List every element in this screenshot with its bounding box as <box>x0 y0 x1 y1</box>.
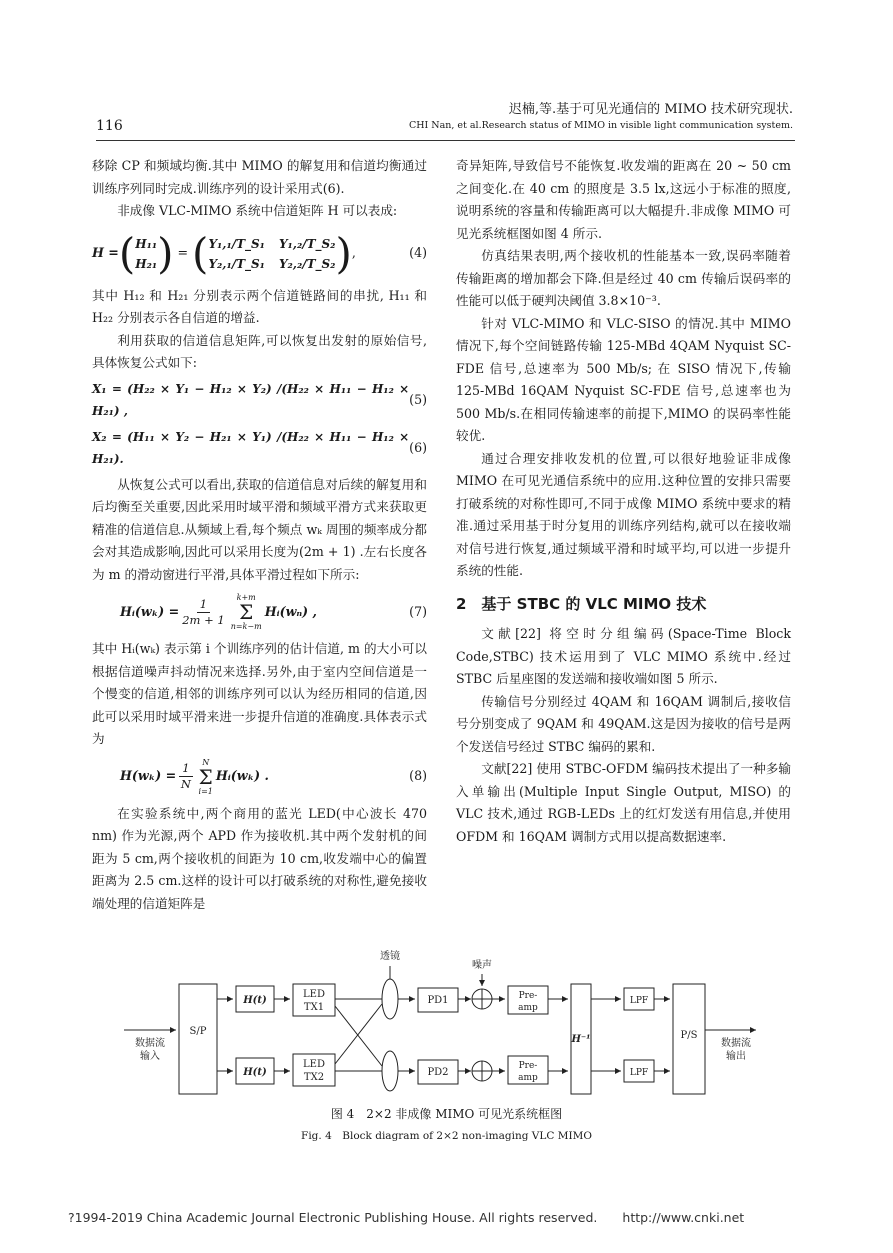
eq4-y11: Y₁,₁/T_S₁ <box>208 236 265 251</box>
label-led1-b: TX1 <box>303 1002 325 1013</box>
paragraph: 通过合理安排收发机的位置,可以很好地验证非成像 MIMO 在可见光通信系统中的应用.这种位置的安排只需要打破系统的对称性即可,不同于成像 MIMO 系统中要求的精准.通过采用基于时分复用的训练序列结构,就可以在接收端对信号进行恢复,通过频域平滑和时域平均,可以进一步提升系统的性能. <box>456 450 791 578</box>
paragraph: 仿真结果表明,两个接收机的性能基本一致,误码率随着传输距离的增加都会下降.但是经过 40 cm 传输后误码率的性能可以低于硬判决阈值 3.8×10⁻³. <box>456 248 791 308</box>
paragraph: 从恢复公式可以看出,获取的信道信息对后续的解复用和后均衡至关重要,因此采用时域平滑和频域平滑方式来获取更精准的信道信息.从频域上看,每个频点 wₖ 周围的频率成分都会对其造成影响,因此可以采用长度为(2m + 1) .左右长度各为 m 的滑动窗进行平滑,具体平滑过程如下所示: <box>92 476 427 582</box>
label-output-2: 输出 <box>726 1051 746 1062</box>
running-title-en: CHI Nan, et al.Research status of MIMO in visible light communication system. <box>408 120 793 131</box>
label-pd2: PD2 <box>427 1067 449 1078</box>
equation-5 <box>92 378 427 423</box>
eq7-sum-bottom: n=k−m <box>230 622 262 631</box>
label-output-1: 数据流 <box>721 1038 751 1049</box>
eq4-number: (4) <box>409 245 427 261</box>
paragraph: 针对 VLC-MIMO 和 VLC-SISO 的情况.其中 MIMO 情况下,每个空间链路传输 125-MBd 4QAM Nyquist SC-FDE 信号,总速率为 500 Mb/s; 在 SISO 情况下,传输 125-MBd 16QAM Nyquist SC-FDE 信号,总速率也为 500 Mb/s.在相同传输速率的前提下,MIMO 的误码率性能较优. <box>456 315 791 443</box>
label-pd1: PD1 <box>427 995 449 1006</box>
running-title-cn: 迟楠,等.基于可见光通信的 MIMO 技术研究现状. <box>508 102 793 117</box>
paragraph: 文献[22] 将空时分组编码(Space-Time Block Code,STBC) 技术运用到了 VLC MIMO 系统中.经过 STBC 后星座图的发送端和接收端如图 5 所示. <box>456 626 791 686</box>
eq8-rhs: Hᵢ(wₖ) . <box>215 768 269 784</box>
eq8-sum-bottom: i=1 <box>198 786 213 796</box>
eq6-number: (6) <box>409 439 427 455</box>
label-noise: 噪声 <box>472 960 492 971</box>
eq8-frac-top: 1 <box>179 761 192 777</box>
paragraph: 文献[22] 使用 STBC-OFDM 编码技术提出了一种多输入单输出(Multiple Input Single Output, MISO) 的 VLC 技术,通过 RGB-LEDs 上的红灯发送有用信息,并使用 OFDM 和 16QAM 调制方式用以提高数据速率. <box>456 761 791 844</box>
paragraph: 利用获取的信道信息矩阵,可以恢复出发射的原始信号,具体恢复公式如下: <box>92 332 427 370</box>
eq8-frac-bottom: N <box>180 777 191 791</box>
label-ht-2: H(t) <box>243 1067 267 1078</box>
eq4-y21: Y₂,₁/T_S₁ <box>208 256 265 271</box>
equation-4: H = ( H₁₁ H₂₁ ) = ( Y₁,₁/T_S₁ Y₁,₂/T_S₂ Y₂,₁/T_S₁ Y₂,₂/T_S₂ ) , (4) <box>92 228 427 278</box>
equation-7 <box>92 589 427 635</box>
figure-caption-en: Fig. 4 Block diagram of 2×2 non-imaging VLC MIMO <box>301 1130 592 1142</box>
eq4-y22: Y₂,₂/T_S₂ <box>278 256 336 271</box>
eq7-frac-top: 1 <box>197 597 210 613</box>
eq4-lhs: H = <box>92 245 119 261</box>
copyright-footer: ?1994-2019 China Academic Journal Electronic Publishing House. All rights reserved. http://www.cnki.net <box>68 1210 745 1225</box>
right-column <box>456 155 791 848</box>
eq4-h11: H₁₁ <box>135 236 158 251</box>
paragraph: 非成像 VLC-MIMO 系统中信道矩阵 H 可以表成: <box>117 203 398 218</box>
eq7-fraction <box>182 597 225 628</box>
lens-2 <box>382 1051 398 1091</box>
paragraph: 传输信号分别经过 4QAM 和 16QAM 调制后,接收信号分别变成了 9QAM 和 49QAM.这是因为接收的信号是两个发送信号经过 STBC 编码的累和. <box>456 693 791 754</box>
block-diagram <box>124 946 770 1098</box>
eq7-number: (7) <box>409 603 427 619</box>
label-preamp2-a: Pre- <box>518 1061 538 1071</box>
paragraph: 其中 Hᵢ(wₖ) 表示第 i 个训练序列的估计信道, m 的大小可以根据信道噪声抖动情况来选择.另外,由于室内空间信道是一个慢变的信道,相邻的训练序列可以认为经历相同的信道,因此可以采用时域平滑来进一步提升信道的准确度.具体表示式为 <box>92 641 427 746</box>
eq8-lhs: H(wₖ) = <box>120 768 177 784</box>
eq7-sum: k+m Σ n=k−m <box>230 593 262 631</box>
eq8-sum: N Σ i=1 <box>198 757 213 796</box>
eq8-sum-top: N <box>202 757 210 767</box>
label-hinv: H⁻¹ <box>571 1034 591 1045</box>
section-heading: 2 基于 STBC 的 VLC MIMO 技术 <box>456 594 707 613</box>
equation-6 <box>92 426 427 471</box>
paragraph: 在实验系统中,两个商用的蓝光 LED(中心波长 470 nm) 作为光源,两个 APD 作为接收机.其中两个发射机的间距为 5 cm,两个接收机的间距为 10 cm,收发端中心的偏置距离为 2.5 cm.这样的设计可以打破系统的对称性,避免接收端处理的信道矩阵是 <box>92 805 427 911</box>
eq5-number: (5) <box>409 391 427 407</box>
label-lpf2: LPF <box>629 1068 649 1078</box>
figure-caption-cn: 图 4 2×2 非成像 MIMO 可见光系统框图 <box>330 1107 563 1121</box>
label-input-1: 数据流 <box>135 1038 165 1049</box>
eq6-text: X₂ = (H₁₁ × Y₂ − H₂₁ × Y₁) /(H₂₂ × H₁₁ − H₁₂ × H₂₁). <box>92 429 410 466</box>
label-ps: P/S <box>680 1030 698 1041</box>
eq7-sum-top: k+m <box>236 593 256 602</box>
sp-block <box>179 984 217 1094</box>
label-led2-a: LED <box>303 1059 325 1070</box>
page-number: 116 <box>96 118 123 134</box>
eq4-h21: H₂₁ <box>135 256 158 271</box>
eq8-fraction <box>179 761 192 792</box>
eq7-lhs: Hᵢ(wₖ) = <box>120 603 180 619</box>
lens-1 <box>382 979 398 1019</box>
label-input-2: 输入 <box>140 1051 160 1062</box>
eq5-text: X₁ = (H₂₂ × Y₁ − H₁₂ × Y₂) /(H₂₂ × H₁₁ − H₁₂ × H₂₁) , <box>92 381 410 418</box>
label-led1-a: LED <box>303 989 325 1000</box>
label-preamp1-a: Pre- <box>518 991 538 1001</box>
eq4-y12: Y₁,₂/T_S₂ <box>278 236 336 251</box>
label-preamp1-b: amp <box>518 1003 538 1013</box>
paragraph: 移除 CP 和频域均衡.其中 MIMO 的解复用和信道均衡通过训练序列同时完成.训练序列的设计采用式(6). <box>92 158 427 196</box>
left-column <box>92 155 427 915</box>
eq4-y-matrix: ( Y₁,₁/T_S₁ Y₁,₂/T_S₂ Y₂,₁/T_S₁ Y₂,₂/T_S₂ ) <box>192 228 352 278</box>
header-rule <box>96 140 795 141</box>
eq4-h-vector: ( H₁₁ H₂₁ ) <box>118 228 174 278</box>
equation-8 <box>92 754 427 800</box>
label-preamp2-b: amp <box>518 1073 538 1083</box>
paragraph: 其中 H₁₂ 和 H₂₁ 分别表示两个信道链路间的串扰, H₁₁ 和 H₂₂ 分别表示各自信道的增益. <box>92 287 427 325</box>
label-lens: 透镜 <box>380 951 400 962</box>
label-lpf1: LPF <box>629 996 649 1006</box>
label-ht-1: H(t) <box>243 995 267 1006</box>
paragraph: 奇异矩阵,导致信号不能恢复.收发端的距离在 20 ~ 50 cm 之间变化.在 40 cm 的照度是 3.5 lx,这远小于标准的照度,说明系统的容量和传输距离可以大幅提升.非成像 MIMO 可见光系统框图如图 4 所示. <box>456 158 791 241</box>
eq7-frac-bottom: 2m + 1 <box>182 612 225 627</box>
eq8-number: (8) <box>409 768 427 784</box>
eq7-rhs: Hᵢ(wₙ) , <box>264 603 317 619</box>
label-led2-b: TX2 <box>303 1072 325 1083</box>
label-sp: S/P <box>189 1026 207 1037</box>
